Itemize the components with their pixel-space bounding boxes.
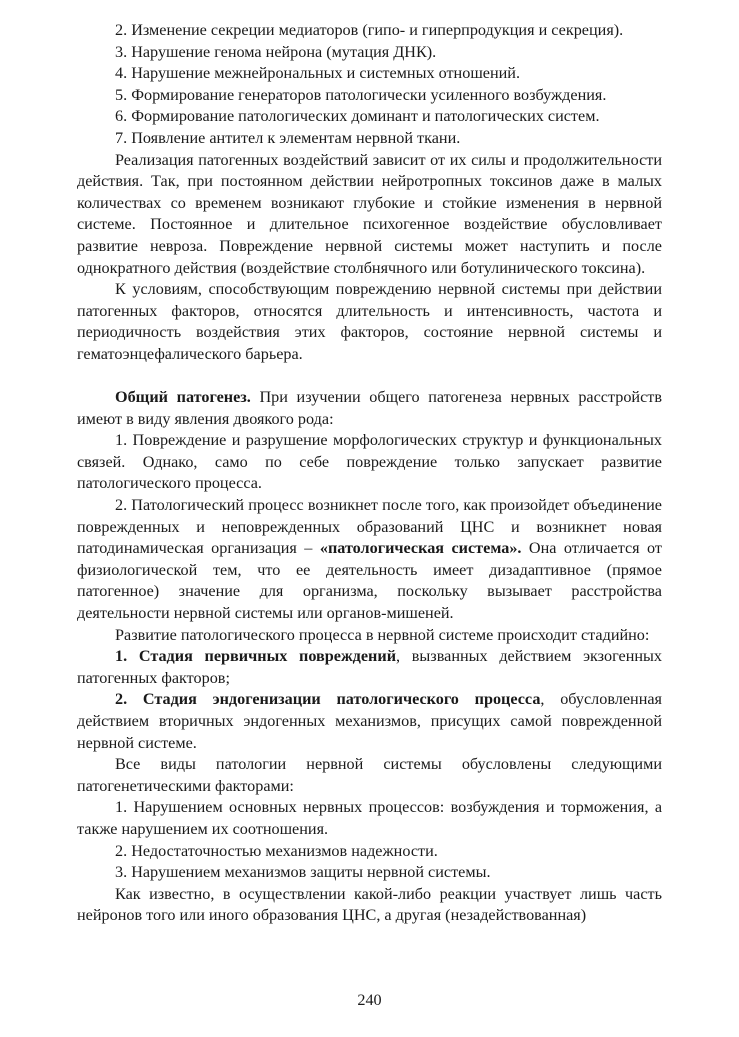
page-number: 240 [357, 991, 382, 1009]
paragraph-text: Она отличается от физиологической тем, что ее деятельность имеет дизадаптивное (прямое патогенное) значение для организма, поскольку вызывает расстройства деятельности нервной системы или органов-мишеней. [77, 539, 662, 623]
paragraph-item-2 [77, 495, 662, 625]
paragraph-final: Как известно, в осуществлении какой-либо реакции участвует лишь часть нейронов того или иного образования ЦНС, а другая (незадействованная) [77, 884, 662, 925]
stage-text: , обусловленная действием вторичных эндогенных механизмов, присущих самой поврежденной нервной системе. [77, 690, 663, 752]
paragraph-text: При изучении общего патогенеза нервных расстройств имеют в виду явления двоякого рода: [77, 388, 662, 428]
paragraph-general-pathogenesis [77, 387, 662, 430]
stage-number: 2. [115, 690, 143, 709]
paragraph-conditions: К условиям, способствующим повреждению нервной системы при действии патогенных факторов, относятся длительность и интенсивность, частота и периодичность воздействия этих факторов, состояние нервной системы и гематоэнцефалического барьера. [77, 280, 662, 363]
list-item: 2. Изменение секреции медиаторов (гипо- и гиперпродукция и секреция). [115, 21, 624, 39]
paragraph-text: 2. Патологический процесс возникнет после того, как произойдет объединение поврежденных и неповрежденных образований ЦНС и возникнет новая патодинамическая организация – [77, 496, 662, 558]
bold-term: «патологическая система». [319, 539, 522, 558]
factor-item: 1. Нарушением основных нервных процессов: возбуждения и торможения, а также нарушением их соотношения. [77, 798, 662, 838]
section-heading: Общий патогенез. [115, 388, 251, 407]
list-item: 5. Формирование генераторов патологически усиленного возбуждения. [115, 85, 607, 104]
stage-title: Стадия эндогенизации патологического процесса [142, 690, 541, 709]
list-item: 4. Нарушение межнейрональных и системных отношений. [115, 64, 521, 83]
factor-item: 2. Недостаточностью механизмов надежности. [115, 841, 438, 860]
paragraph-realization: Реализация патогенных воздействий зависит от их силы и продолжительности действия. Так, при постоянном действии нейротропных токсинов даже в малых количествах со временем возникают глубокие и стойкие изменения в нервной системе. Постоянное и длительное психогенное воздействие обусловливает развитие невроза. Повреждение нервной системы может наступить и после однократного действия (воздействие столбнячного или ботулинического токсина). [77, 150, 662, 277]
document-page [77, 20, 662, 927]
list-item: 7. Появление антител к элементам нервной ткани. [115, 128, 461, 147]
paragraph-item-1: 1. Повреждение и разрушение морфологических структур и функциональных связей. Однако, само по себе повреждение только запускает развитие патологического процесса. [77, 431, 662, 493]
section-gap [77, 366, 662, 388]
paragraph-factors: Все виды патологии нервной системы обусловлены следующими патогенетическими факторами: [77, 755, 662, 795]
stage-title: 1. Стадия первичных повреждений [115, 647, 397, 666]
stage-2 [77, 689, 662, 754]
list-item: 3. Нарушение генома нейрона (мутация ДНК). [115, 42, 437, 61]
factor-item: 3. Нарушением механизмов защиты нервной системы. [115, 863, 491, 882]
stage-1 [77, 646, 662, 689]
list-item: 6. Формирование патологических доминант и патологических систем. [115, 107, 600, 126]
stage-text: , вызванных действием экзогенных патогенных факторов; [77, 647, 662, 687]
paragraph-stages: Развитие патологического процесса в нервной системе происходит стадийно: [115, 625, 650, 644]
